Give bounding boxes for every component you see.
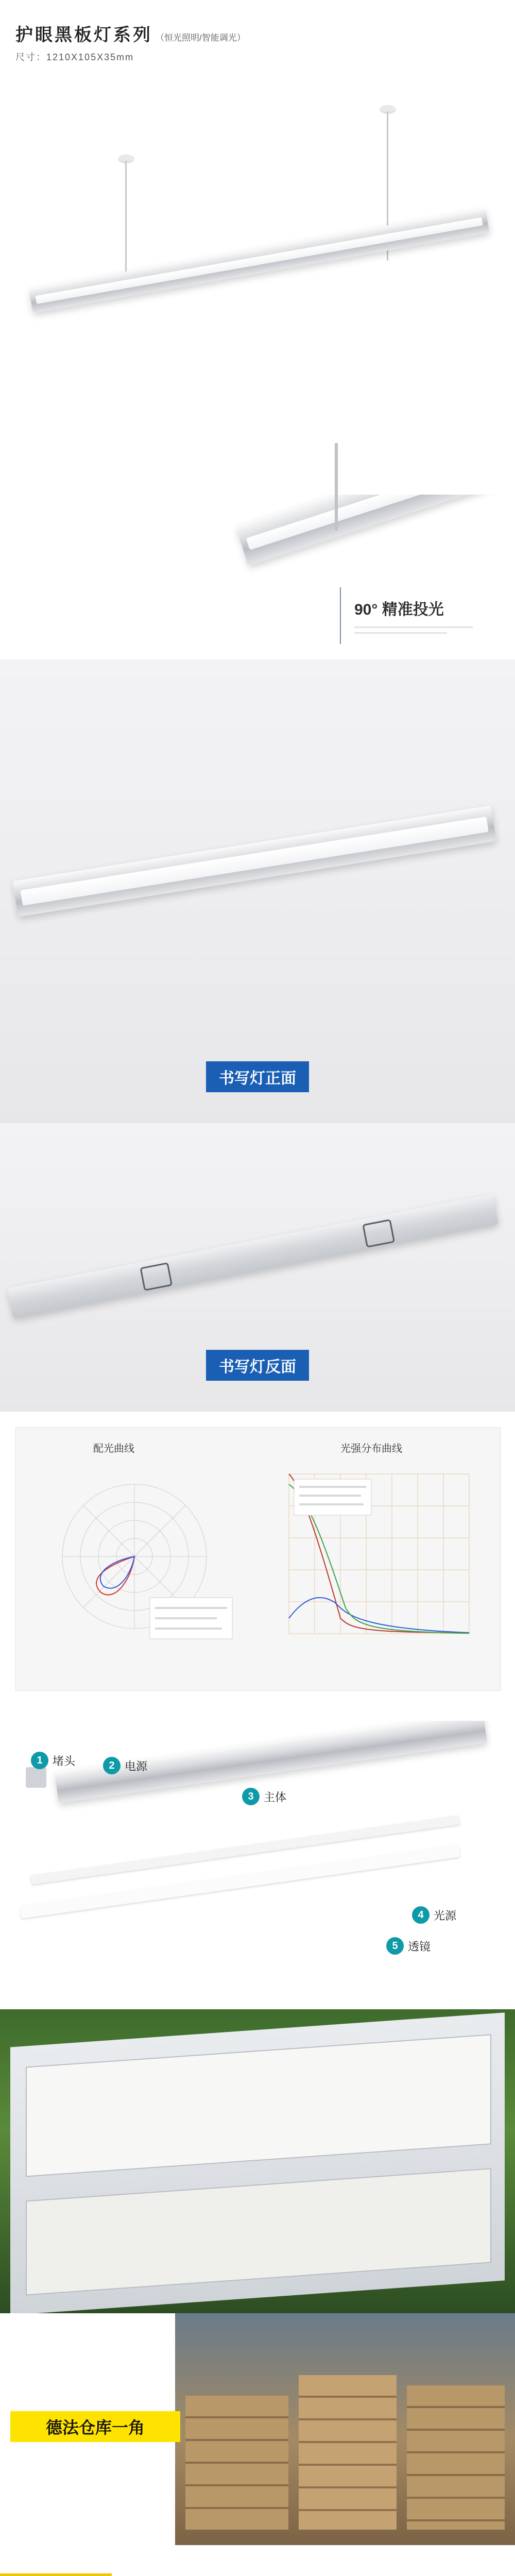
product-photo-section — [0, 2009, 515, 2313]
hero-section — [0, 0, 515, 495]
back-view-label: 书写灯反面 — [206, 1350, 309, 1381]
angle-detail-section — [0, 495, 515, 659]
callout-label-1: 堵头 — [53, 1754, 76, 1768]
callout-end-cap — [31, 1752, 75, 1769]
callout-label-2: 电源 — [125, 1759, 148, 1773]
detail-pole — [335, 443, 338, 495]
callout-num-2: 2 — [103, 1757, 121, 1774]
callout-body — [242, 1788, 286, 1805]
callout-label-5: 透镜 — [408, 1940, 431, 1953]
callout-label-4: 光源 — [434, 1909, 457, 1922]
front-lamp-diffuser — [21, 817, 489, 906]
parts-section — [0, 1721, 515, 2009]
photometry-section — [0, 1412, 515, 1721]
polar-plot — [26, 1464, 243, 1670]
angle-label: 90° 精准投光 — [354, 601, 444, 618]
callout-num-3: 3 — [242, 1788, 260, 1805]
back-lamp-bracket-2 — [362, 1219, 395, 1248]
photometry-panel — [15, 1427, 501, 1691]
warehouse-photo — [175, 2313, 515, 2545]
callout-label-3: 主体 — [264, 1790, 287, 1804]
back-lamp — [7, 1194, 499, 1318]
warehouse-label: 德法仓库一角 — [10, 2411, 180, 2442]
intensity-legend-box — [294, 1479, 371, 1515]
back-view-section — [0, 1123, 515, 1412]
angle-line-2 — [354, 632, 447, 634]
page-title: 护眼黑板灯系列 — [15, 25, 152, 45]
product-photo-panel-1 — [26, 2034, 491, 2177]
certs-section — [0, 2555, 515, 2576]
warehouse-section — [0, 2313, 515, 2555]
hero-lamp — [29, 208, 490, 313]
product-photo-panel-2 — [26, 2168, 491, 2295]
callout-num-1: 1 — [31, 1752, 48, 1769]
certs-title-bar — [0, 2573, 112, 2576]
distribution-title: 配光曲线 — [93, 1443, 134, 1454]
product-photo-board — [10, 2012, 505, 2313]
callout-power — [103, 1757, 147, 1774]
front-lamp — [13, 805, 496, 917]
parts-lens — [20, 1844, 460, 1918]
warehouse-shelf-3 — [407, 2385, 505, 2530]
callout-light-source — [412, 1906, 456, 1924]
back-lamp-bracket-1 — [140, 1262, 173, 1291]
angle-line-1 — [354, 626, 473, 628]
certs-header — [0, 2571, 515, 2576]
hero-lamp-diffuser — [35, 217, 483, 304]
detail-lamp — [236, 495, 515, 566]
angle-callout — [340, 587, 495, 644]
callout-num-4: 4 — [412, 1906, 430, 1924]
callout-lens — [386, 1937, 431, 1955]
parts-end-cap — [26, 1767, 46, 1788]
intensity-title: 光强分布曲线 — [340, 1443, 402, 1454]
warehouse-shelf-2 — [299, 2375, 397, 2530]
size-label: 尺寸：1210X105X35mm — [15, 52, 134, 62]
warehouse-shelf-1 — [185, 2396, 288, 2530]
detail-lamp-diffuser — [246, 495, 515, 550]
detail-pole-top — [335, 495, 338, 531]
front-view-label: 书写灯正面 — [206, 1061, 309, 1092]
page-subtitle: （恒光照明/智能调光） — [156, 33, 246, 43]
hero-title-block — [15, 21, 246, 63]
intensity-plot — [258, 1464, 485, 1670]
callout-num-5: 5 — [386, 1937, 404, 1955]
front-view-section — [0, 659, 515, 1123]
